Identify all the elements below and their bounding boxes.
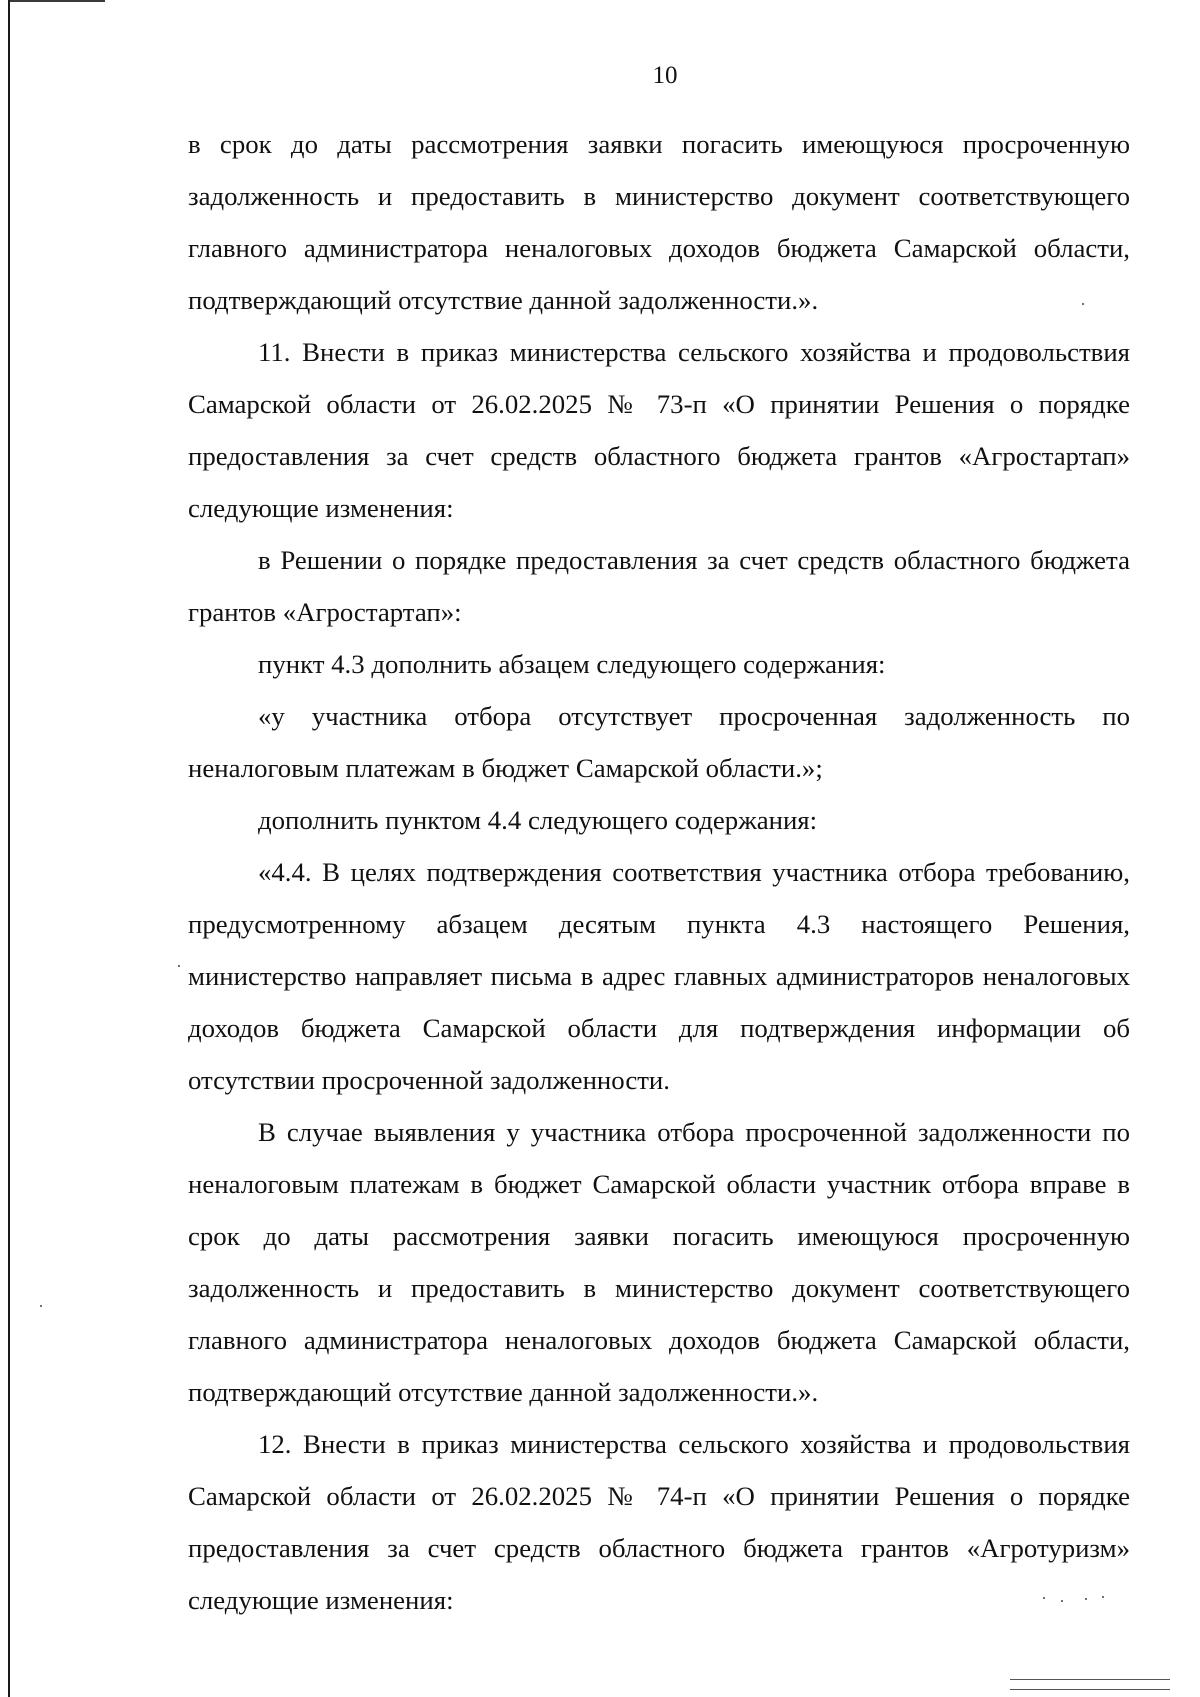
paragraph-item-12: 12. Внести в приказ министерства сельского хозяйства и продовольствия Самарской области от 26.02.2025 № 74-п «О принятии Решения о порядке предоставления за счет средств областного бюджета грантов «Агротуризм» следующие изменения: (188, 1429, 1130, 1615)
paragraph-decision-intro: в Решении о порядке предоставления за счет средств областного бюджета грантов «Агростартап»: (188, 545, 1130, 627)
scan-speck (40, 1305, 42, 1307)
paragraph-quote-4-4: «4.4. В целях подтверждения соответствия участника отбора требованию, предусмотренному абзацем десятым пункта 4.3 настоящего Решения, министерство направляет письма в адрес главных администраторов неналоговых доходов бюджета Самарской области для подтверждения информации об отсутствии просроченной задолженности. (188, 857, 1130, 1095)
scan-left-border (8, 0, 10, 1697)
scan-bottom-rule (1010, 1679, 1170, 1680)
scan-speck (1085, 1598, 1087, 1600)
scan-speck (1043, 1597, 1045, 1599)
paragraph-debt-case: В случае выявления у участника отбора просроченной задолженности по неналоговым платежам в бюджет Самарской области участник отбора вправе в срок до даты рассмотрения заявки погасить имеющуюся просроченную задолженность и предоставить в министерство документ соответствующего главного администратора неналоговых доходов бюджета Самарской области, подтверждающий отсутствие данной задолженности.». (188, 1117, 1130, 1407)
document-body (188, 118, 1130, 1626)
paragraph-item-11: 11. Внести в приказ министерства сельского хозяйства и продовольствия Самарской области от 26.02.2025 № 73-п «О принятии Решения о порядке предоставления за счет средств областного бюджета грантов «Агростартап» следующие изменения: (188, 337, 1130, 523)
paragraph-quote-no-debt: «у участника отбора отсутствует просроченная задолженность по неналоговым платежам в бюджет Самарской области.»; (188, 701, 1130, 783)
scan-speck (1102, 1596, 1104, 1598)
scan-speck (1061, 1600, 1063, 1602)
scan-top-mark (10, 0, 105, 2)
paragraph-point-4-3: пункт 4.3 дополнить абзацем следующего содержания: (258, 649, 886, 679)
paragraph-continuation: в срок до даты рассмотрения заявки погасить имеющуюся просроченную задолженность и предоставить в министерство документ соответствующего главного администратора неналоговых доходов бюджета Самарской области, подтверждающий отсутствие данной задолженности.». (188, 129, 1130, 315)
page-number: 10 (652, 62, 678, 89)
scan-bottom-rule (1010, 1689, 1170, 1690)
scan-speck (178, 965, 180, 967)
paragraph-point-4-4: дополнить пунктом 4.4 следующего содержания: (258, 805, 818, 835)
scan-speck (1082, 303, 1084, 305)
